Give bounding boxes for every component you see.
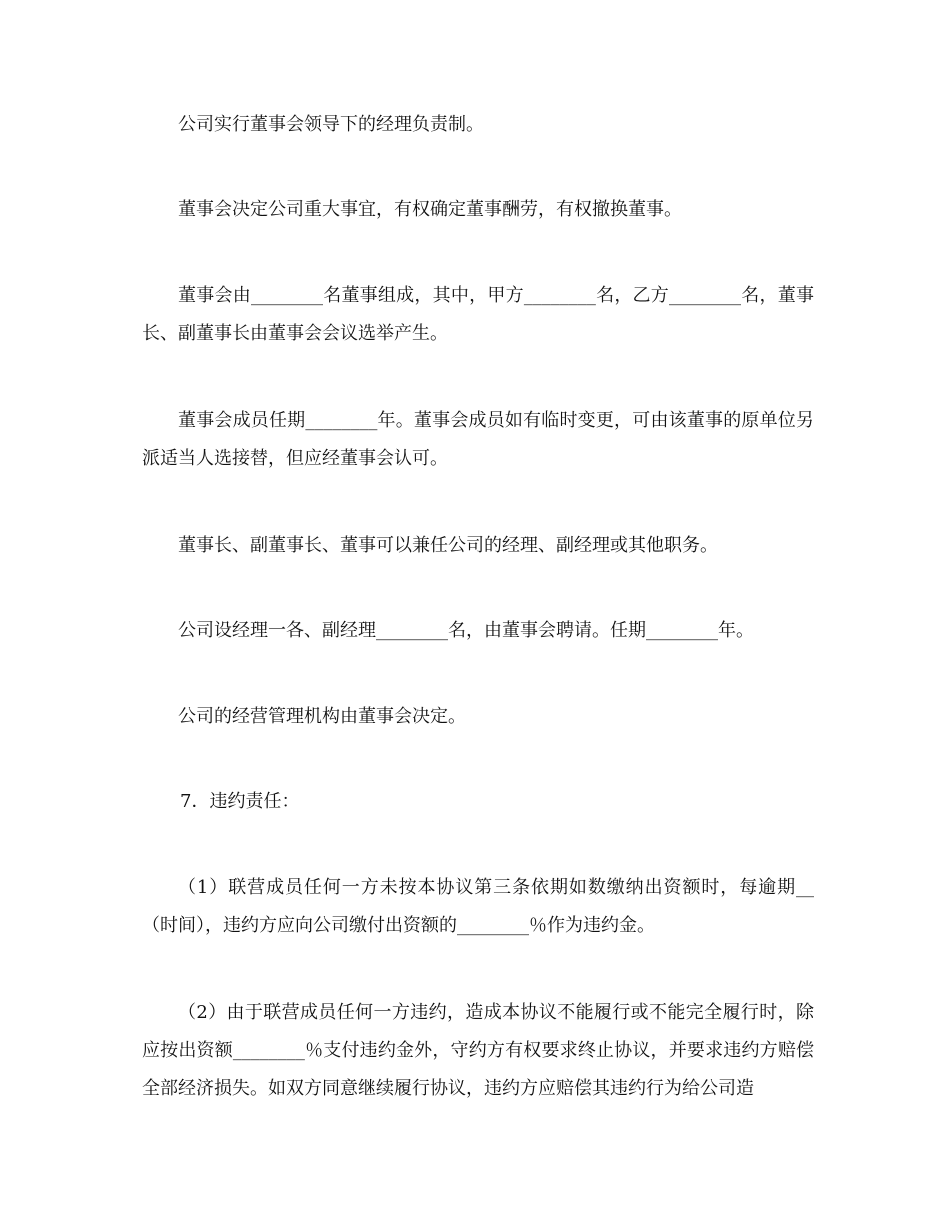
paragraph-management-structure: 公司的经营管理机构由董事会决定。 [178, 706, 466, 727]
paragraph-concurrent-posts: 董事长、副董事长、董事可以兼任公司的经理、副经理或其他职务。 [178, 535, 718, 556]
paragraph-management-system: 公司实行董事会领导下的经理负责制。 [178, 114, 484, 135]
paragraph-breach-item-2: （2）由于联营成员任何一方违约，造成本协议不能履行或不能完全履行时，除应按出资额________％支付违约金外，守约方有权要求终止协议，并要求违约方赔偿全部经济损失。如双方同意继续履行协议，违约方应赔偿其违约行为给公司造 [142, 1002, 814, 1099]
section-heading-breach-liability: 7．违约责任： [180, 791, 300, 812]
paragraph-board-term: 董事会成员任期________年。董事会成员如有临时变更，可由该董事的原单位另派适当人选接替，但应经董事会认可。 [142, 410, 814, 469]
paragraph-board-powers: 董事会决定公司重大事宜，有权确定董事酬劳，有权撤换董事。 [178, 199, 682, 220]
paragraph-board-composition: 董事会由________名董事组成，其中，甲方________名，乙方________名，董事长、副董事长由董事会会议选举产生。 [142, 285, 814, 344]
paragraph-manager-appointment: 公司设经理一各、副经理________名，由董事会聘请。任期________年。 [178, 620, 754, 641]
paragraph-breach-item-1: （1）联营成员任何一方未按本协议第三条依期如数缴纳出资额时，每逾期__（时间），违约方应向公司缴付出资额的________％作为违约金。 [142, 877, 814, 936]
